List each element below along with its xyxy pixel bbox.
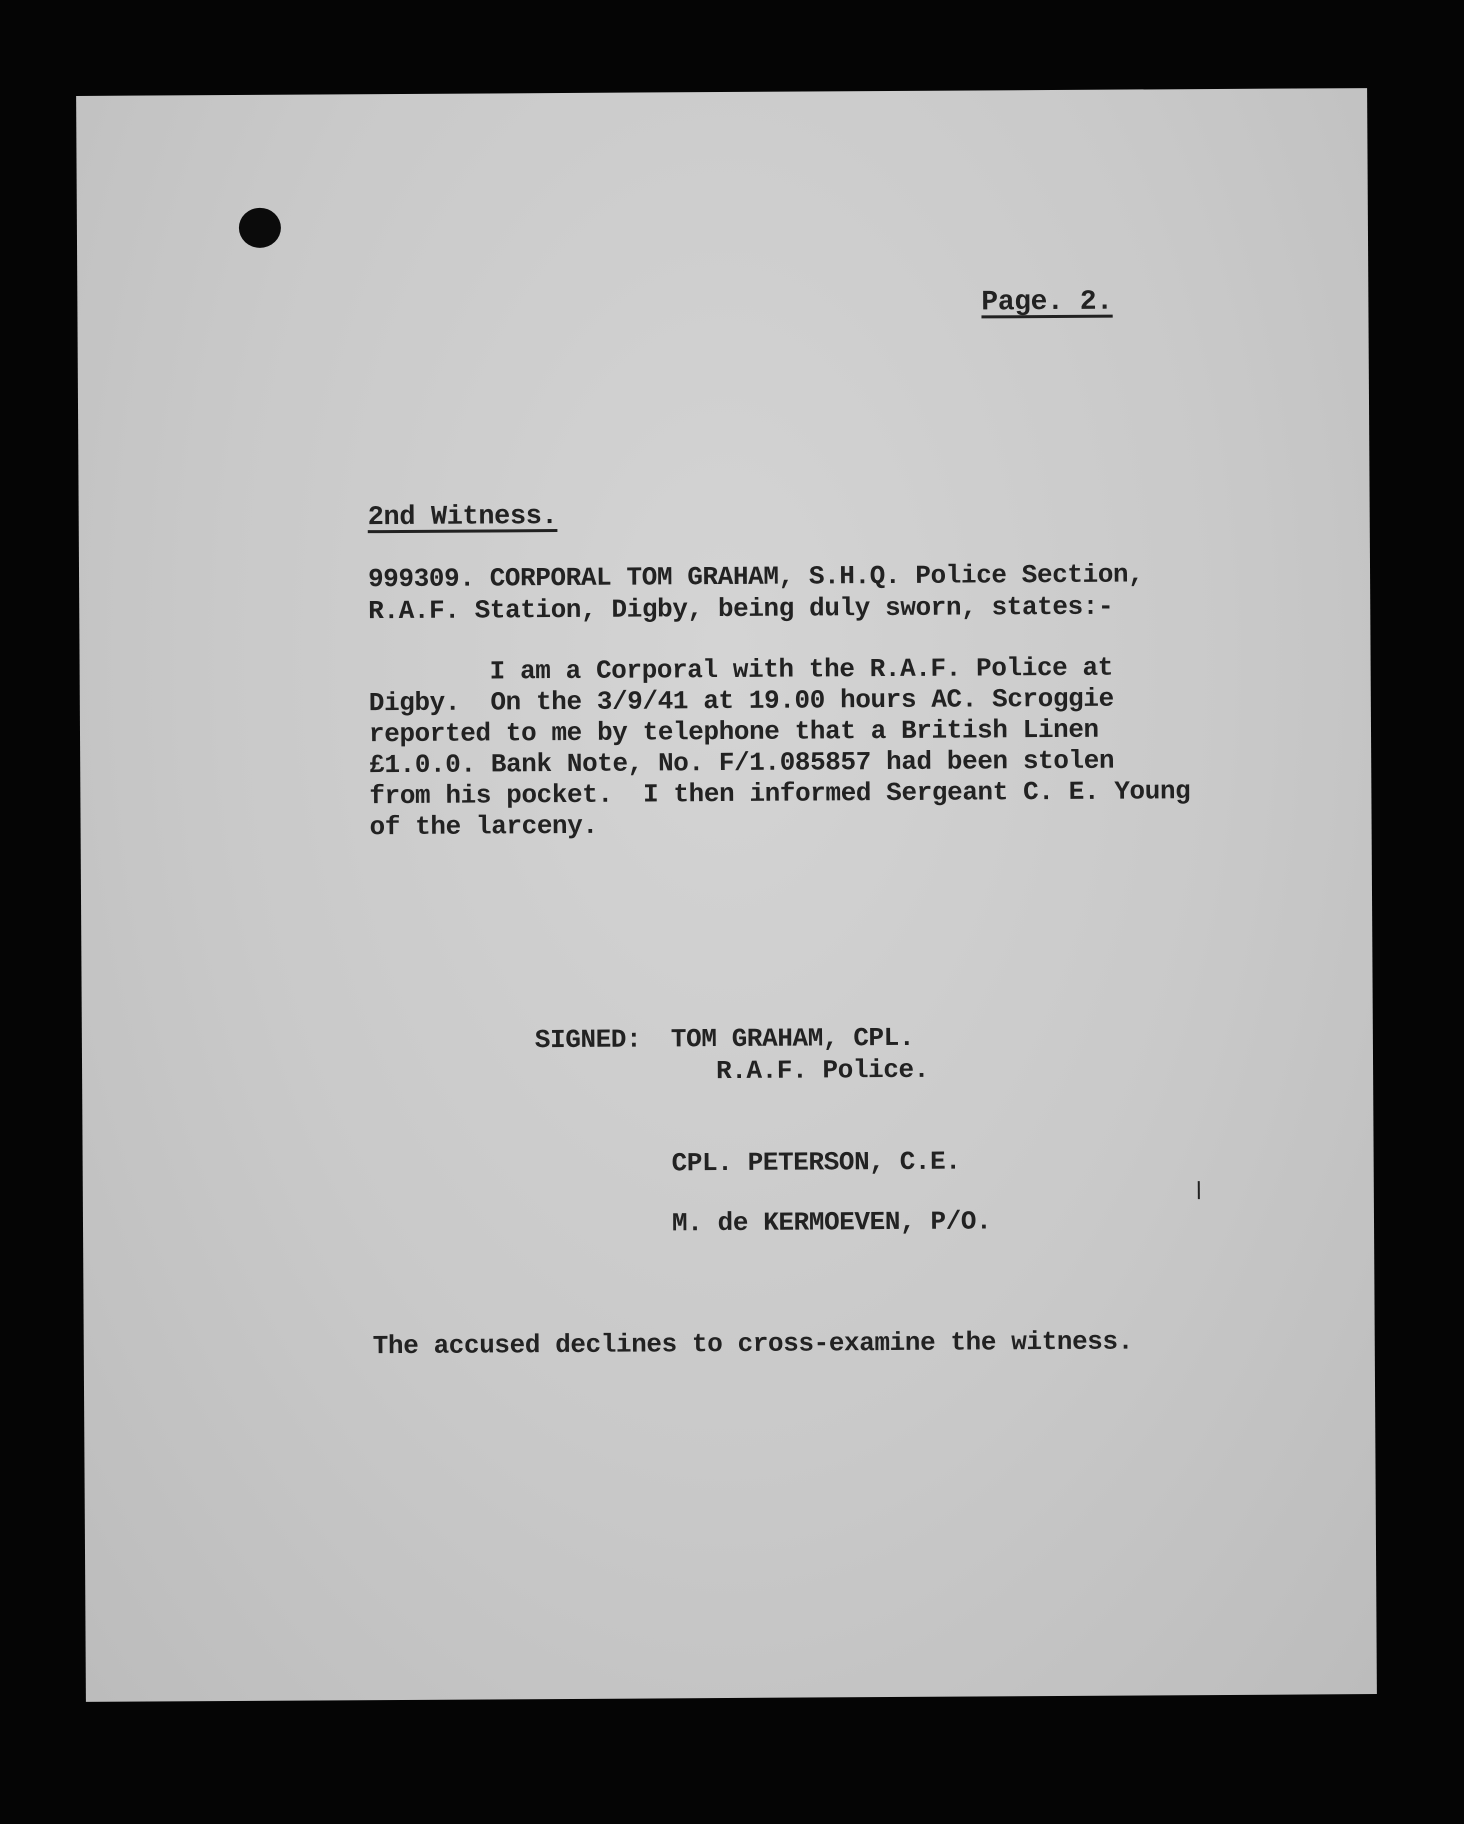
countersignature: M. de KERMOEVEN, P/O. [671, 1206, 992, 1239]
witness-heading: 2nd Witness. [367, 502, 558, 534]
statement-line: of the larceny. [369, 810, 598, 843]
statement-line: Digby. On the 3/9/41 at 19.00 hours AC. Scroggie [368, 683, 1114, 719]
document-page [76, 88, 1377, 1702]
witness-intro-line: 999309. CORPORAL TOM GRAHAM, S.H.Q. Police Section, [367, 559, 1144, 595]
statement-line: from his pocket. I then informed Sergeant C. E. Young [369, 776, 1191, 812]
signatory-name: TOM GRAHAM, CPL. [670, 1022, 915, 1055]
margin-mark [1198, 1181, 1200, 1199]
witness-intro-line: R.A.F. Station, Digby, being duly sworn, states:- [368, 591, 1114, 627]
signatory-unit: R.A.F. Police. [715, 1054, 930, 1087]
closing-remark: The accused declines to cross-examine the witness. [372, 1326, 1133, 1362]
page-number: Page. 2. [981, 286, 1113, 319]
statement-line: reported to me by telephone that a British Linen [368, 714, 1099, 750]
countersignature: CPL. PETERSON, C.E. [671, 1146, 961, 1179]
statement-line: I am a Corporal with the R.A.F. Police at [489, 652, 1114, 687]
punch-hole [239, 208, 281, 248]
signed-label: SIGNED: [534, 1024, 642, 1056]
statement-line: £1.0.0. Bank Note, No. F/1.085857 had been stolen [369, 745, 1115, 781]
